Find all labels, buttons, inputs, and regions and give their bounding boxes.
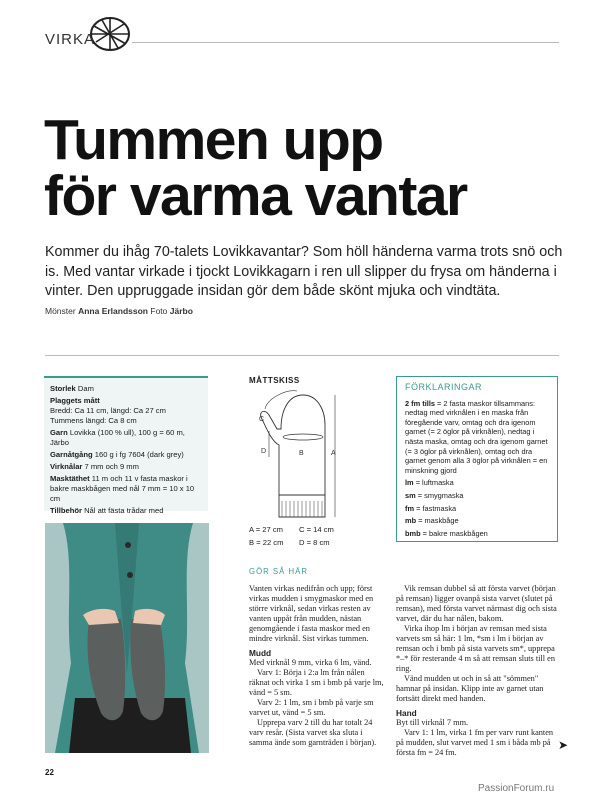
- glossary-term: 2 fm tills: [405, 398, 435, 408]
- hand-paragraph: Byt till virknål 7 mm.: [396, 718, 469, 727]
- sketch-label-d: D: [261, 448, 267, 455]
- measurements-list: [249, 524, 389, 549]
- measures-line-1: Bredd: Ca 11 cm, längd: Ca 27 cm: [50, 406, 166, 415]
- instructions-column-1: [249, 584, 387, 748]
- gauge-value: 11 m och 11 v fasta maskor i bakre maskbågen med nål 7 mm = 10 x 10 cm: [50, 474, 195, 503]
- hand-heading: Hand: [396, 708, 417, 718]
- designer-name: Anna Erlandsson: [78, 306, 148, 316]
- pattern-label: Mönster: [45, 306, 76, 316]
- continue-arrow-icon: ➤: [558, 738, 569, 752]
- yarn-label: Garn: [50, 428, 68, 437]
- glossary-term: sm: [405, 490, 416, 500]
- cuff-paragraph: Med virknål 9 mm, virka 6 lm, vänd.: [249, 658, 372, 667]
- glossary-item: [405, 529, 549, 539]
- instructions-intro: Vanten virkas nedifrån och upp; först virkas mudden i smygmaskor med en större virknål, sedan virkas resten av vanten uppåt från mudden, nästan genomgående i fasta maskor med en mindre virknål. Sist virkas tummen.: [249, 584, 374, 643]
- amount-value: 160 g i fg 7604 (dark grey): [94, 450, 184, 459]
- sketch-label-a: A: [331, 450, 336, 457]
- glossary-box: [396, 376, 558, 542]
- glossary-definition: = bakre maskbågen: [422, 528, 488, 538]
- cuff-paragraph: Virka ihop lm i början av remsan med sista varvets sm så här: 1 lm, *sm i lm i början av remsan och i bmb på sista varvets sm*, upprepa *–* för resterande 4 m så att remsan sluts till en ring.: [396, 624, 555, 673]
- cuff-paragraph: Upprepa varv 2 till du har totalt 24 varv resår. (Sista varvet ska sluta i samma ände som garnträden i början).: [249, 718, 377, 747]
- photo-label: Foto: [150, 306, 168, 316]
- size-value: Dam: [77, 384, 94, 393]
- glossary-definition: = 2 fasta maskor tillsammans: nedtag med virknålen i en maska från föregående varv, omtag och dra igenom garnet (= 2 öglor på virknålen), nedtag i nästa maska, omtag och dra igenom garnet (= 3 öglor på virknålen), omtag och dra garnet genom alla 3 öglor på virknålen = en minskning gjord: [405, 398, 548, 475]
- glossary-definition: = smygmaska: [417, 490, 464, 500]
- yarn-value: Lovikka (100 % ull), 100 g = 60 m, Järbo: [50, 428, 185, 447]
- glossary-term: bmb: [405, 528, 421, 538]
- photographer-name: Järbo: [169, 306, 193, 316]
- instructions-column-2: [396, 584, 558, 758]
- hand-paragraph: Varv 1: 1 lm, virka 1 fm per varv runt kanten på mudden, slut varvet med 1 sm i båda mb på första fm = 24 fm.: [396, 728, 554, 757]
- glossary-heading: FÖRKLARINGAR: [405, 382, 483, 392]
- measure-c: C = 14 cm: [299, 525, 334, 534]
- accessories-value: Nål att fästa trådar med: [84, 506, 164, 515]
- measures-line-2: Tummens längd: Ca 8 cm: [50, 416, 137, 425]
- glossary-item: [405, 516, 549, 526]
- measure-d: D = 8 cm: [299, 537, 330, 547]
- glossary-definition: = maskbåge: [418, 516, 459, 526]
- measure-a: A = 27 cm: [249, 525, 283, 534]
- glossary-definition: = fastmaska: [416, 503, 457, 513]
- gauge-label: Masktäthet: [50, 474, 90, 483]
- section-label: VIRKA: [45, 31, 96, 48]
- cuff-paragraph: Vänd mudden ut och in så att "sömmen" hamnar på insidan. Klipp inte av garnet utan fortsätt direkt med handen.: [396, 674, 544, 703]
- cuff-paragraph: Varv 1: Börja i 2:a lm från nålen räknat och virka 1 sm i bmb på varje lm, vänd = 5 sm.: [249, 668, 384, 697]
- title-line-1: Tummen upp: [44, 108, 383, 172]
- glossary-term: lm: [405, 478, 414, 488]
- cuff-paragraph: Varv 2: 1 lm, sm i bmb på varje sm varvet ut, vänd = 5 sm.: [249, 698, 374, 717]
- hook-value: 7 mm och 9 mm: [84, 462, 139, 471]
- sketch-label-c: C: [259, 416, 265, 423]
- title-line-2: för varma vantar: [44, 164, 467, 228]
- amount-label: Garnåtgång: [50, 450, 93, 459]
- credit-line: [45, 306, 193, 316]
- glossary-item: [405, 478, 549, 488]
- size-label: Storlek: [50, 384, 76, 393]
- measure-row: [249, 537, 389, 550]
- header-rule: [132, 42, 559, 43]
- glossary-term: fm: [405, 503, 415, 513]
- accessories-label: Tillbehör: [50, 506, 82, 515]
- mittens-photo: [45, 523, 209, 753]
- measurement-sketch: [245, 385, 357, 520]
- page-title: [44, 108, 467, 228]
- measure-row: [249, 524, 389, 537]
- hook-label: Virknålar: [50, 462, 83, 471]
- page-number: 22: [45, 768, 54, 777]
- sketch-label-b: B: [299, 450, 304, 457]
- glossary-term: mb: [405, 516, 417, 526]
- glossary-item: [405, 399, 549, 476]
- glossary-item: [405, 504, 549, 514]
- intro-text: Kommer du ihåg 70-talets Lovikkavantar? Som höll händerna varma trots snö och is. Med vantar virkade i tjockt Lovikkagarn i ren ull slipper du frysa om händerna i vinter. Den uppruggade insidan gör dem både skönt mjuka och vindtäta.: [45, 244, 563, 299]
- sketch-title: MÅTTSKISS: [249, 376, 300, 385]
- glossary-item: [405, 491, 549, 501]
- cuff-paragraph: Vik remsan dubbel så att första varvet (början på remsan) ligger ovanpå sista varvet (slutet på remsan), med första varvet närmast dig och sista varvet, där du har nålen, bakom.: [396, 584, 557, 623]
- watermark: PassionForum.ru: [478, 783, 555, 794]
- measure-b: B = 22 cm: [249, 537, 284, 547]
- glossary-definition: = luftmaska: [415, 478, 454, 488]
- divider: [45, 355, 559, 356]
- measures-label: Plaggets mått: [50, 396, 100, 405]
- instructions-heading: GÖR SÅ HÄR: [249, 567, 308, 576]
- cuff-heading: Mudd: [249, 648, 272, 658]
- fact-box: [44, 376, 208, 515]
